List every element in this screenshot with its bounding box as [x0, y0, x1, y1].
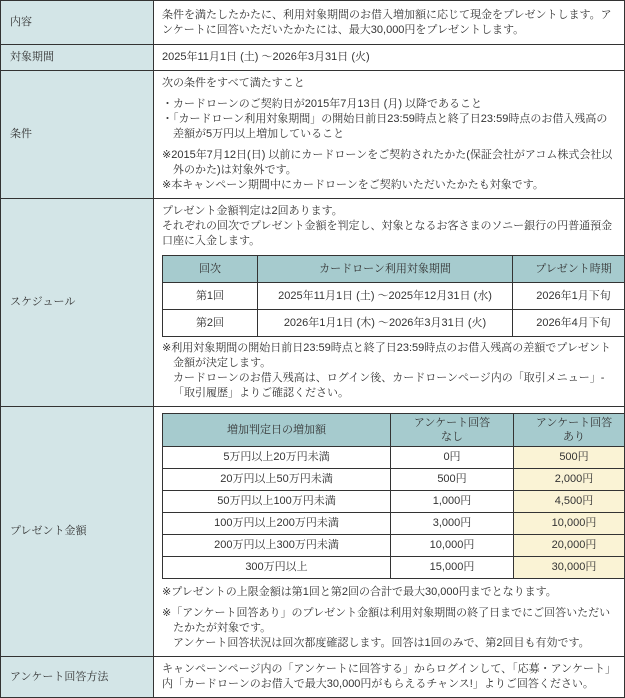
prize-table-row	[163, 491, 625, 513]
condition-bullet: ・「カードローン利用対象期間」の開始日前日23:59時点と終了日23:59時点のお借入残高の差額が5万円以上増加していること	[162, 112, 616, 142]
schedule-round: 第1回	[163, 283, 258, 310]
prize-table-row	[163, 447, 625, 469]
period-cell	[154, 45, 625, 71]
schedule-timing: 2026年4月下旬	[513, 310, 625, 337]
content-text: 条件を満たしたかたに、利用対象期間のお借入増加額に応じて現金をプレゼントします。アンケートに回答いただいたかたには、最大30,000円をプレゼントします。	[162, 8, 616, 38]
row-header-period: 対象期間	[1, 45, 154, 71]
schedule-note: ※利用対象期間の開始日前日23:59時点と終了日23:59時点のお借入残高の差額でプレゼント金額が決定します。	[162, 341, 616, 371]
survey-method-cell	[154, 657, 625, 698]
schedule-col-header-round: 回次	[163, 256, 258, 283]
condition-bullet: ・カードローンのご契約日が2015年7月13日 (月) 以降であること	[162, 97, 616, 112]
conditions-cell	[154, 71, 625, 199]
prize-table-row	[163, 469, 625, 491]
prize-no-survey: 0円	[391, 447, 514, 469]
prize-increase-range: 50万円以上100万円未満	[163, 491, 391, 513]
survey-no-line2: なし	[441, 431, 463, 443]
row-header-survey-method: アンケート回答方法	[1, 657, 154, 698]
prize-note: ※プレゼントの上限金額は第1回と第2回の合計で最大30,000円までとなります。	[162, 585, 616, 600]
prize-table-row	[163, 535, 625, 557]
prize-no-survey: 15,000円	[391, 557, 514, 579]
prize-increase-range: 100万円以上200万円未満	[163, 513, 391, 535]
prize-note-sub: アンケート回答状況は回次都度確認します。回答は1回のみで、第2回目も有効です。	[162, 636, 616, 651]
schedule-note-sub: カードローンのお借入残高は、ログイン後、カードローンページ内の「取引メニュー」-「取引履歴」よりご確認ください。	[162, 371, 616, 401]
schedule-col-header-period: カードローン利用対象期間	[258, 256, 513, 283]
prize-no-survey: 1,000円	[391, 491, 514, 513]
table-row-conditions	[1, 71, 625, 199]
schedule-table-row	[163, 310, 625, 337]
period-text: 2025年11月1日 (土) ～2026年3月31日 (火)	[162, 50, 616, 65]
schedule-period: 2026年1月1日 (木) ～2026年3月31日 (火)	[258, 310, 513, 337]
table-row-period	[1, 45, 625, 71]
prize-table-header-row	[163, 414, 625, 447]
schedule-table	[162, 255, 625, 337]
survey-method-text: キャンペーンページ内の「アンケートに回答する」からログインして、「応募・アンケート」内「カードローンのお借入で最大30,000円がもらえるチャンス!」よりご回答ください。	[162, 662, 616, 692]
row-header-content: 内容	[1, 1, 154, 45]
row-header-schedule: スケジュール	[1, 199, 154, 407]
prize-col-header-survey-no	[391, 414, 514, 447]
schedule-table-row	[163, 283, 625, 310]
schedule-cell	[154, 199, 625, 407]
conditions-intro: 次の条件をすべて満たすこと	[162, 76, 616, 91]
prize-increase-range: 200万円以上300万円未満	[163, 535, 391, 557]
prize-increase-range: 300万円以上	[163, 557, 391, 579]
schedule-round: 第2回	[163, 310, 258, 337]
prize-table	[162, 413, 625, 579]
prizes-cell	[154, 407, 625, 657]
content-cell	[154, 1, 625, 45]
prize-table-row	[163, 513, 625, 535]
prize-no-survey: 10,000円	[391, 535, 514, 557]
schedule-table-header-row	[163, 256, 625, 283]
schedule-col-header-timing: プレゼント時期	[513, 256, 625, 283]
table-row-survey-method	[1, 657, 625, 698]
survey-yes-line2: あり	[563, 431, 585, 443]
schedule-period: 2025年11月1日 (土) ～2025年12月31日 (水)	[258, 283, 513, 310]
prize-col-header-survey-yes	[514, 414, 625, 447]
prize-with-survey: 20,000円	[514, 535, 625, 557]
schedule-intro-line1: プレゼント金額判定は2回あります。	[162, 204, 616, 219]
row-header-conditions: 条件	[1, 71, 154, 199]
prize-with-survey: 2,000円	[514, 469, 625, 491]
condition-note: ※2015年7月12日(日) 以前にカードローンをご契約されたかた(保証会社がアコム株式会社以外のかた)は対象外です。	[162, 148, 616, 178]
prize-increase-range: 5万円以上20万円未満	[163, 447, 391, 469]
survey-no-line1: アンケート回答	[414, 417, 490, 429]
prize-increase-range: 20万円以上50万円未満	[163, 469, 391, 491]
table-row-content	[1, 1, 625, 45]
survey-yes-line1: アンケート回答	[536, 417, 612, 429]
prize-col-header-amount: 増加判定日の増加額	[163, 414, 391, 447]
prize-with-survey: 30,000円	[514, 557, 625, 579]
table-row-schedule	[1, 199, 625, 407]
schedule-intro-line2: それぞれの回次でプレゼント金額を判定し、対象となるお客さまのソニー銀行の円普通預金口座に入金します。	[162, 219, 616, 249]
prize-with-survey: 500円	[514, 447, 625, 469]
prize-with-survey: 4,500円	[514, 491, 625, 513]
condition-note: ※本キャンペーン期間中にカードローンをご契約いただいたかたも対象です。	[162, 178, 616, 193]
schedule-timing: 2026年1月下旬	[513, 283, 625, 310]
prize-no-survey: 500円	[391, 469, 514, 491]
row-header-prizes: プレゼント金額	[1, 407, 154, 657]
prize-no-survey: 3,000円	[391, 513, 514, 535]
table-row-prizes	[1, 407, 625, 657]
prize-note: ※「アンケート回答あり」のプレゼント金額は利用対象期間の終了日までにご回答いただいたかたが対象です。	[162, 606, 616, 636]
prize-with-survey: 10,000円	[514, 513, 625, 535]
prize-table-row	[163, 557, 625, 579]
